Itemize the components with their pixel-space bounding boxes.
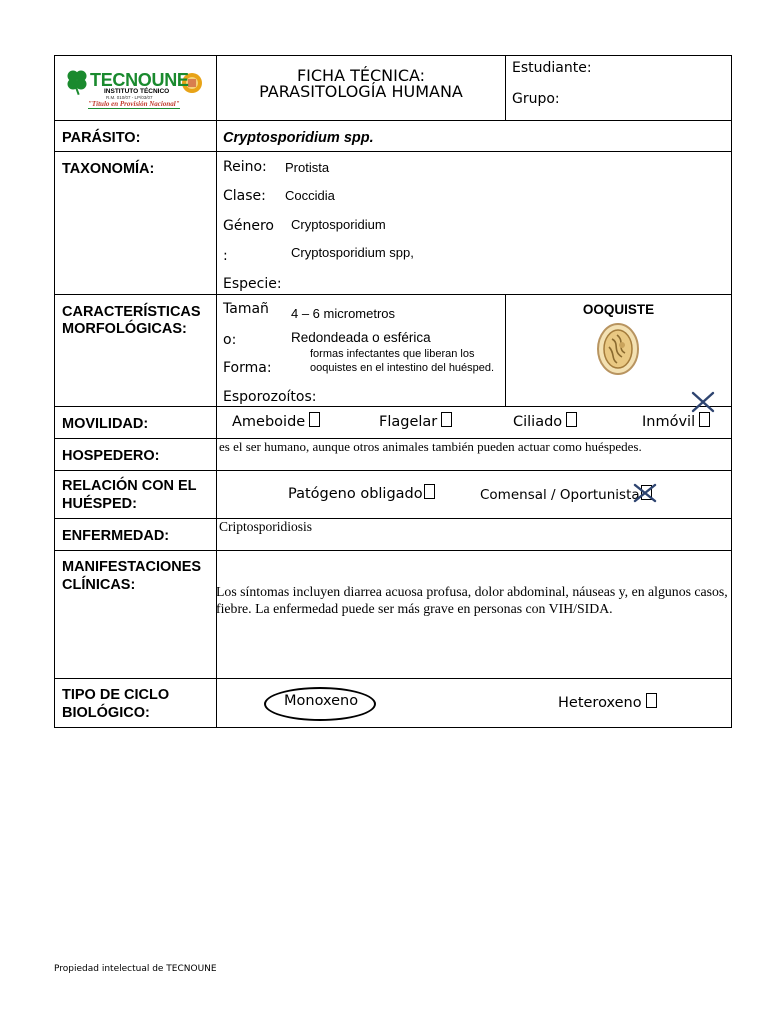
parasite-value: Cryptosporidium spp. <box>223 130 374 146</box>
row-divider <box>54 294 732 295</box>
especie-label: Especie: <box>223 276 282 292</box>
option-label: Comensal / Oportunista <box>480 487 640 503</box>
row-divider <box>54 406 732 407</box>
sporozoites-label: Esporozoítos: <box>223 389 317 405</box>
clinical-label-line2: CLÍNICAS: <box>62 577 136 593</box>
logo-registration: R.M. 010/07 - LP/03/07 <box>106 95 153 100</box>
disease-label: ENFERMEDAD: <box>62 528 170 544</box>
option-label: Patógeno obligado <box>288 486 423 502</box>
mobility-option-flagelar <box>379 412 452 430</box>
genero-label: Género <box>223 218 274 234</box>
mobility-option-inmovil <box>642 412 710 430</box>
option-label: Ameboide <box>232 414 306 430</box>
checkbox[interactable] <box>646 693 657 708</box>
parasite-label: PARÁSITO: <box>62 130 141 146</box>
footer-copyright: Propiedad intelectual de TECNOUNE <box>54 964 217 974</box>
relation-mark-x-icon <box>632 482 658 504</box>
form-label: Forma: <box>223 360 272 376</box>
host-value: es el ser humano, aunque otros animales también pueden actuar como huéspedes. <box>219 439 642 454</box>
table-border-left <box>54 55 55 728</box>
clinical-text-line1: Los síntomas incluyen diarrea acuosa profusa, dolor abdominal, náuseas y, en algunos casos, <box>216 584 728 599</box>
checkbox[interactable] <box>424 484 435 499</box>
tecnoune-logo <box>64 67 204 111</box>
table-border-top <box>54 55 732 56</box>
size-label: Tamañ <box>223 301 269 317</box>
column-divider <box>216 55 217 728</box>
option-label: Heteroxeno <box>558 695 642 711</box>
student-label: Estudiante: <box>512 60 592 76</box>
mobility-option-ameboide <box>232 412 320 430</box>
oocyst-image <box>595 321 641 377</box>
relation-option-pathogen <box>288 484 435 502</box>
clase-value: Coccidia <box>285 188 335 203</box>
cycle-label-line2: BIOLÓGICO: <box>62 705 150 721</box>
reino-value: Protista <box>285 160 330 175</box>
sheet-title-line2: PARASITOLOGÍA HUMANA <box>259 82 463 101</box>
size-label-cont: o: <box>223 332 237 348</box>
relation-option-commensal <box>480 485 652 503</box>
clinical-text-line2: fiebre. La enfermedad puede ser más grave en personas con VIH/SIDA. <box>216 601 613 616</box>
group-label: Grupo: <box>512 91 560 107</box>
relation-label-line2: HUÉSPED: <box>62 496 137 512</box>
option-label: Flagelar <box>379 414 438 430</box>
oocyst-title: OOQUISTE <box>582 302 655 317</box>
reino-label: Reino: <box>223 159 267 175</box>
option-label: Ciliado <box>513 414 563 430</box>
taxonomy-label: TAXONOMÍA: <box>62 161 155 177</box>
morphology-label-line1: CARACTERÍSTICAS <box>62 304 201 320</box>
form-note-line1: formas infectantes que liberan los <box>310 348 475 360</box>
mobility-option-ciliado <box>513 412 577 430</box>
sheet-title-line1: FICHA TÉCNICA: <box>296 66 426 85</box>
mobility-mark-x-icon <box>690 390 716 414</box>
form-value: Redondeada o esférica <box>291 330 431 345</box>
checkbox[interactable] <box>309 412 320 427</box>
technical-sheet-table <box>54 55 732 728</box>
form-note-line2: ooquistes en el intestino del huésped. <box>310 362 495 374</box>
especie-value: Cryptosporidium spp, <box>291 245 414 260</box>
logo-name: TECNOUNE <box>90 70 189 90</box>
size-value: 4 – 6 micrometros <box>291 306 396 321</box>
relation-label-line1: RELACIÓN CON EL <box>62 478 197 494</box>
table-border-right <box>731 55 732 728</box>
genero-value: Cryptosporidium <box>291 217 386 232</box>
row-divider <box>54 518 732 519</box>
row-divider <box>54 678 732 679</box>
clinical-label-line1: MANIFESTACIONES <box>62 559 202 575</box>
table-border-bottom <box>54 727 732 728</box>
row-divider <box>54 470 732 471</box>
cycle-option-monoxeno[interactable]: Monoxeno <box>284 693 359 709</box>
column-divider <box>505 55 506 121</box>
mobility-label: MOVILIDAD: <box>62 416 149 432</box>
option-label: Inmóvil <box>642 414 696 430</box>
morphology-label-line2: MORFOLÓGICAS: <box>62 321 187 337</box>
checkbox[interactable] <box>699 412 710 427</box>
checkbox[interactable] <box>566 412 577 427</box>
row-divider <box>54 151 732 152</box>
row-divider <box>54 120 732 121</box>
genero-colon: : <box>223 248 228 264</box>
disease-value: Criptosporidiosis <box>219 519 313 534</box>
row-divider <box>54 550 732 551</box>
cycle-label-line1: TIPO DE CICLO <box>62 687 170 703</box>
clase-label: Clase: <box>223 188 266 204</box>
logo-tagline: "Título en Provisión Nacional" <box>88 100 180 108</box>
checkbox[interactable] <box>441 412 452 427</box>
logo-subtitle: INSTITUTO TÉCNICO <box>104 88 170 95</box>
cycle-option-heteroxeno <box>558 693 657 711</box>
host-label: HOSPEDERO: <box>62 448 160 464</box>
